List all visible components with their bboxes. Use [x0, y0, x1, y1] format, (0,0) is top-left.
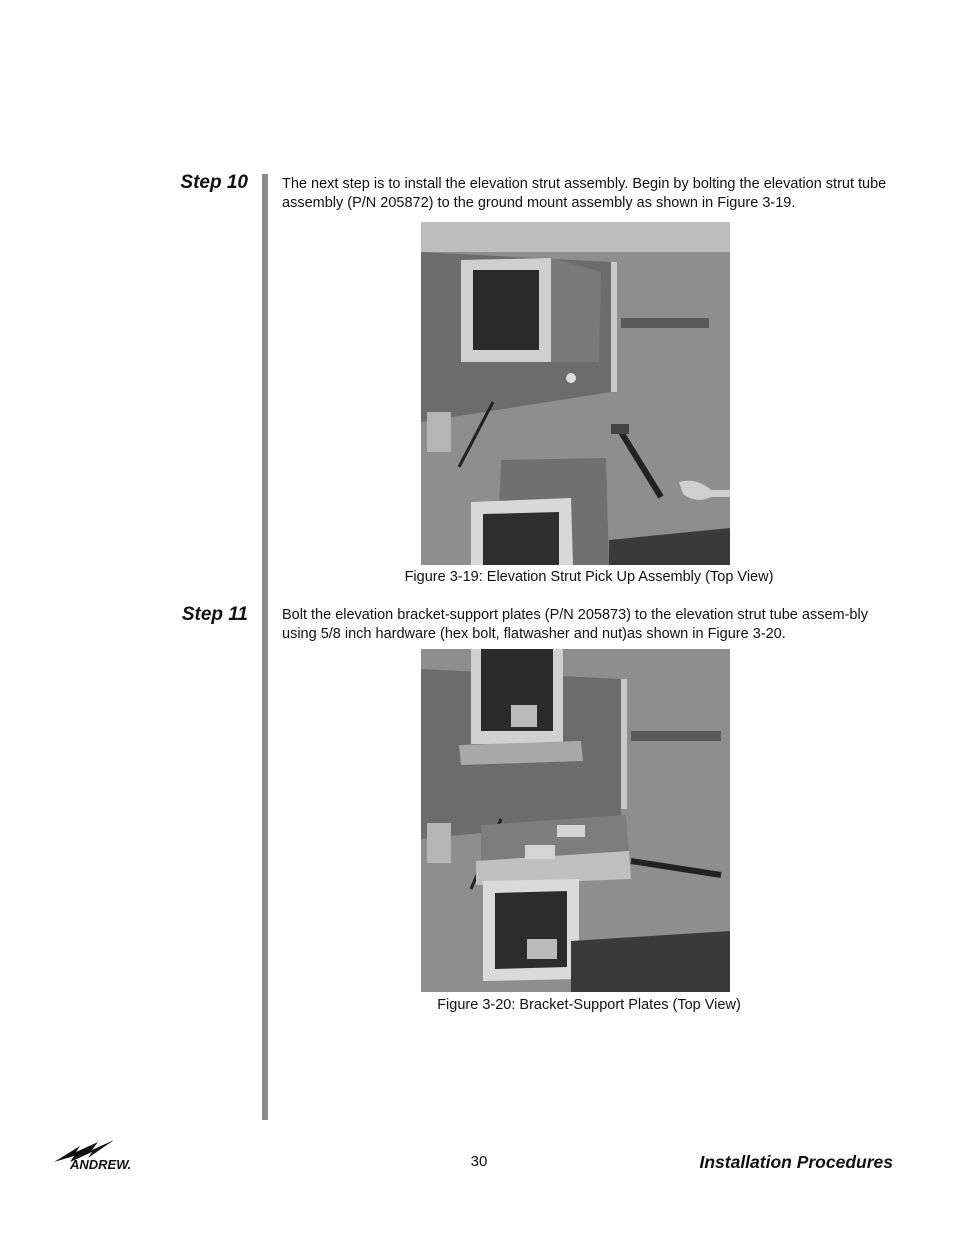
section-title: Installation Procedures — [699, 1152, 893, 1172]
step-11-text: Bolt the elevation bracket-support plates (P/N 205873) to the elevation strut tube assem-bly using 5/8 inch hardware (hex bolt, flatwasher and nut)as shown in Figure 3-20. — [282, 607, 868, 642]
step-11-label: Step 11 — [181, 604, 248, 625]
figure-3-19-photo — [421, 222, 730, 565]
logo-text: ANDREW. — [70, 1157, 132, 1172]
figure-3-20-caption: Figure 3-20: Bracket-Support Plates (Top View) — [437, 997, 741, 1013]
figure-3-19-caption: Figure 3-19: Elevation Strut Pick Up Assembly (Top View) — [404, 569, 774, 585]
andrew-logo — [52, 1136, 172, 1172]
left-rule — [262, 174, 268, 1120]
step-10-label: Step 10 — [180, 172, 248, 193]
page-number: 30 — [470, 1153, 488, 1170]
step-10-text: The next step is to install the elevation strut assembly. Begin by bolting the elevation strut tube assembly (P/N 205872) to the ground mount assembly as shown in Figure 3-19. — [282, 176, 887, 211]
figure-3-20-photo — [421, 649, 730, 992]
